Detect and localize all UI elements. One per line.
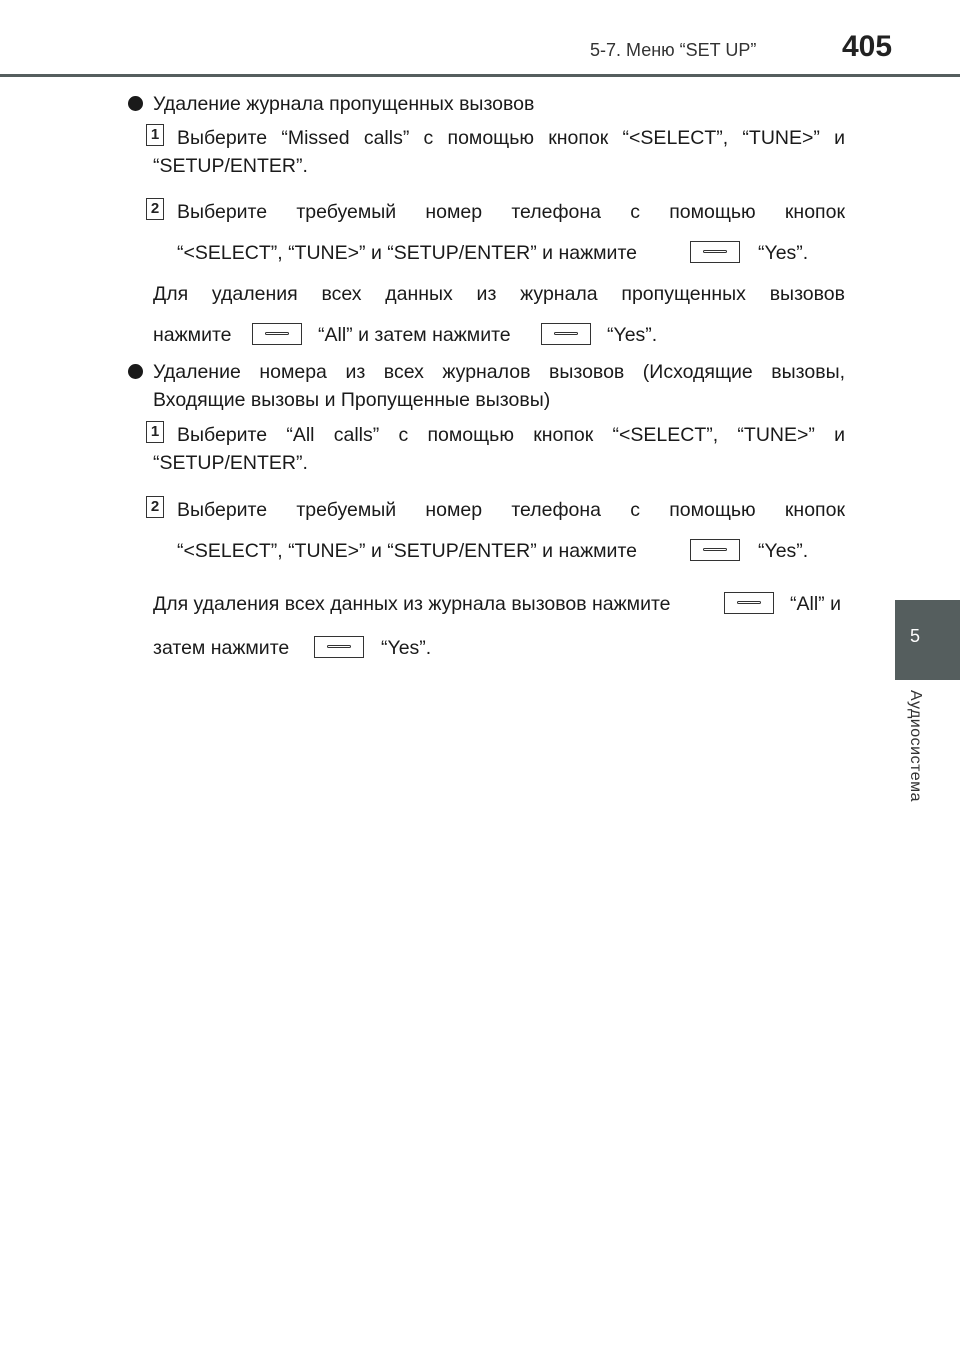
step-text: “<SELECT”, “TUNE>” и “SETUP/ENTER” и нажмите (177, 540, 638, 562)
bullet-icon (128, 96, 143, 111)
button-icon (541, 323, 591, 345)
note-text: “All” и (790, 593, 841, 615)
step-text: Выберите “Missed calls” с помощью кнопок “<SELECT”, “TUNE>” и (177, 127, 845, 149)
bullet-icon (128, 364, 143, 379)
step-number-badge: 1 (146, 421, 164, 443)
note-text: “Yes”. (381, 637, 432, 659)
step-text: “<SELECT”, “TUNE>” и “SETUP/ENTER” и нажмите (177, 242, 638, 264)
chapter-tab-number: 5 (909, 626, 920, 646)
section-heading: Удаление номера из всех журналов вызовов (Исходящие вызовы, (153, 361, 845, 383)
note-text: Для удаления всех данных из журнала вызовов нажмите (153, 593, 671, 615)
section-heading: Входящие вызовы и Пропущенные вызовы) (153, 389, 551, 411)
note-text: “Yes”. (607, 324, 658, 346)
step-number-badge: 1 (146, 124, 164, 146)
step-text: “Yes”. (758, 540, 809, 562)
step-number-badge: 2 (146, 496, 164, 518)
button-icon (724, 592, 774, 614)
step-text: Выберите требуемый номер телефона с помощью кнопок (177, 201, 845, 223)
step-text: “SETUP/ENTER”. (153, 452, 308, 474)
section-heading: Удаление журнала пропущенных вызовов (153, 93, 535, 115)
page-number: 405 (842, 30, 893, 63)
note-text: затем нажмите (153, 637, 290, 659)
chapter-tab-label: Аудиосистема (907, 690, 924, 803)
button-icon (314, 636, 364, 658)
step-number-badge: 2 (146, 198, 164, 220)
button-icon (252, 323, 302, 345)
step-text: “SETUP/ENTER”. (153, 155, 308, 177)
step-text: Выберите “All calls” с помощью кнопок “<SELECT”, “TUNE>” и (177, 424, 845, 446)
step-text: Выберите требуемый номер телефона с помощью кнопок (177, 499, 845, 521)
section-title: 5-7. Меню “SET UP” (590, 40, 757, 60)
button-icon (690, 241, 740, 263)
note-text: нажмите (153, 324, 232, 346)
button-icon (690, 539, 740, 561)
header-rule (0, 74, 960, 77)
note-text: Для удаления всех данных из журнала пропущенных вызовов (153, 283, 845, 305)
note-text: “All” и затем нажмите (318, 324, 511, 346)
step-text: “Yes”. (758, 242, 809, 264)
